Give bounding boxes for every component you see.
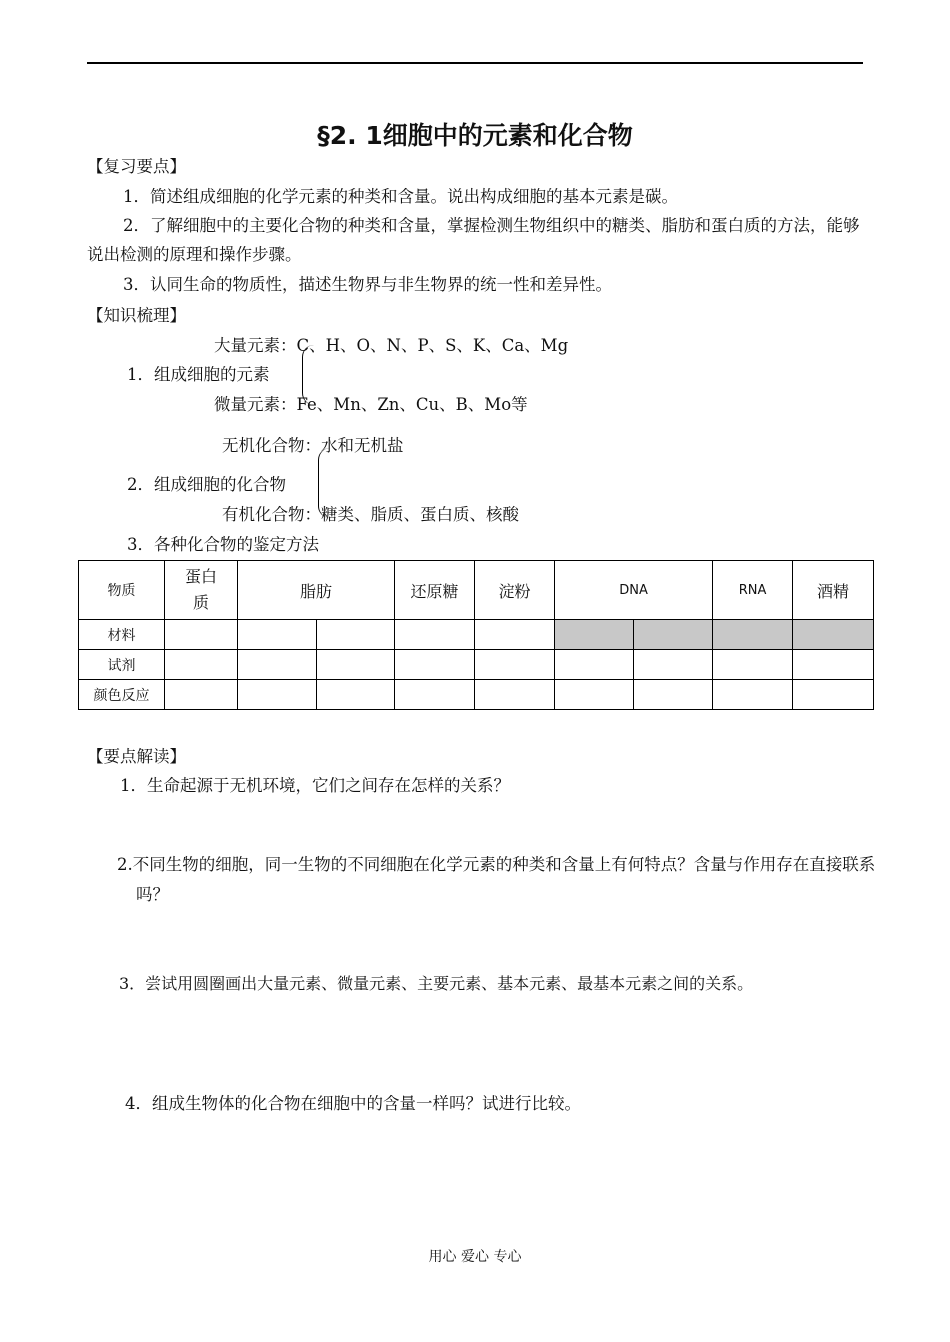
trace-elements: 微量元素：Fe、Mn、Zn、Cu、B、Mo等: [214, 395, 528, 414]
header-rna: RNA: [713, 561, 793, 620]
table-cell: [634, 650, 713, 680]
table-row: [79, 650, 874, 680]
question-4: 4．组成生物体的化合物在细胞中的含量一样吗？试进行比较。: [125, 1094, 581, 1113]
question-3: 3．尝试用圆圈画出大量元素、微量元素、主要元素、基本元素、最基本元素之间的关系。: [119, 974, 754, 993]
major-elements: 大量元素：C、H、O、N、P、S、K、Ca、Mg: [214, 336, 569, 355]
knowledge-heading: 【知识梳理】: [87, 306, 186, 325]
row-label-color-reaction: 颜色反应: [79, 680, 165, 710]
row-label-material: 材料: [79, 620, 165, 650]
review-item-1: 1．简述组成细胞的化学元素的种类和含量。说出构成细胞的基本元素是碳。: [123, 187, 678, 206]
table-cell: [793, 680, 874, 710]
table-cell: [713, 650, 793, 680]
analysis-heading: 【要点解读】: [87, 747, 186, 766]
table-cell: [238, 650, 317, 680]
table-cell: [395, 650, 475, 680]
table-cell: [165, 680, 238, 710]
table-row: [79, 620, 874, 650]
inorganic-compounds: 无机化合物：水和无机盐: [222, 436, 404, 455]
table-cell: [475, 680, 555, 710]
header-protein: 蛋白质: [165, 561, 238, 620]
table-cell: [395, 680, 475, 710]
table-cell: [634, 680, 713, 710]
identification-table: [78, 560, 874, 710]
compounds-label: 2．组成细胞的化合物: [127, 475, 286, 494]
header-reducing-sugar: 还原糖: [395, 561, 475, 620]
header-rule: [87, 62, 863, 64]
table-cell-shaded: [713, 620, 793, 650]
table-cell-shaded: [793, 620, 874, 650]
table-cell: [555, 650, 634, 680]
table-cell: [165, 650, 238, 680]
page-footer: 用心 爱心 专心: [428, 1249, 522, 1265]
page-title: §2. 1细胞中的元素和化合物: [317, 121, 633, 150]
table-cell: [317, 650, 395, 680]
review-heading: 【复习要点】: [87, 157, 186, 176]
table-cell: [475, 650, 555, 680]
table-cell: [165, 620, 238, 650]
table-cell-shaded: [555, 620, 634, 650]
table-cell: [238, 620, 317, 650]
organic-compounds: 有机化合物：糖类、脂质、蛋白质、核酸: [222, 505, 519, 524]
table-cell: [317, 680, 395, 710]
review-item-3: 3．认同生命的物质性，描述生物界与非生物界的统一性和差异性。: [123, 275, 612, 294]
table-cell: [238, 680, 317, 710]
table-cell: [317, 620, 395, 650]
table-cell: [555, 680, 634, 710]
header-substance: 物质: [79, 561, 165, 620]
table-cell: [713, 680, 793, 710]
table-cell: [395, 620, 475, 650]
question-2: 2.不同生物的细胞，同一生物的不同细胞在化学元素的种类和含量上有何特点？含量与作用存在直接联系吗？: [117, 855, 876, 904]
row-label-reagent: 试剂: [79, 650, 165, 680]
header-dna: DNA: [555, 561, 713, 620]
header-alcohol: 酒精: [793, 561, 874, 620]
methods-label: 3．各种化合物的鉴定方法: [127, 535, 319, 554]
table-row: [79, 680, 874, 710]
review-item-2: 2．了解细胞中的主要化合物的种类和含量，掌握检测生物组织中的糖类、脂肪和蛋白质的方法，能够说出检测的原理和操作步骤。: [87, 216, 860, 264]
table-header-row: [79, 561, 874, 620]
table-cell-shaded: [634, 620, 713, 650]
header-fat: 脂肪: [238, 561, 395, 620]
elements-label: 1．组成细胞的元素: [127, 365, 270, 384]
table-cell: [475, 620, 555, 650]
table-cell: [793, 650, 874, 680]
question-1: 1．生命起源于无机环境，它们之间存在怎样的关系？: [120, 776, 510, 795]
header-starch: 淀粉: [475, 561, 555, 620]
